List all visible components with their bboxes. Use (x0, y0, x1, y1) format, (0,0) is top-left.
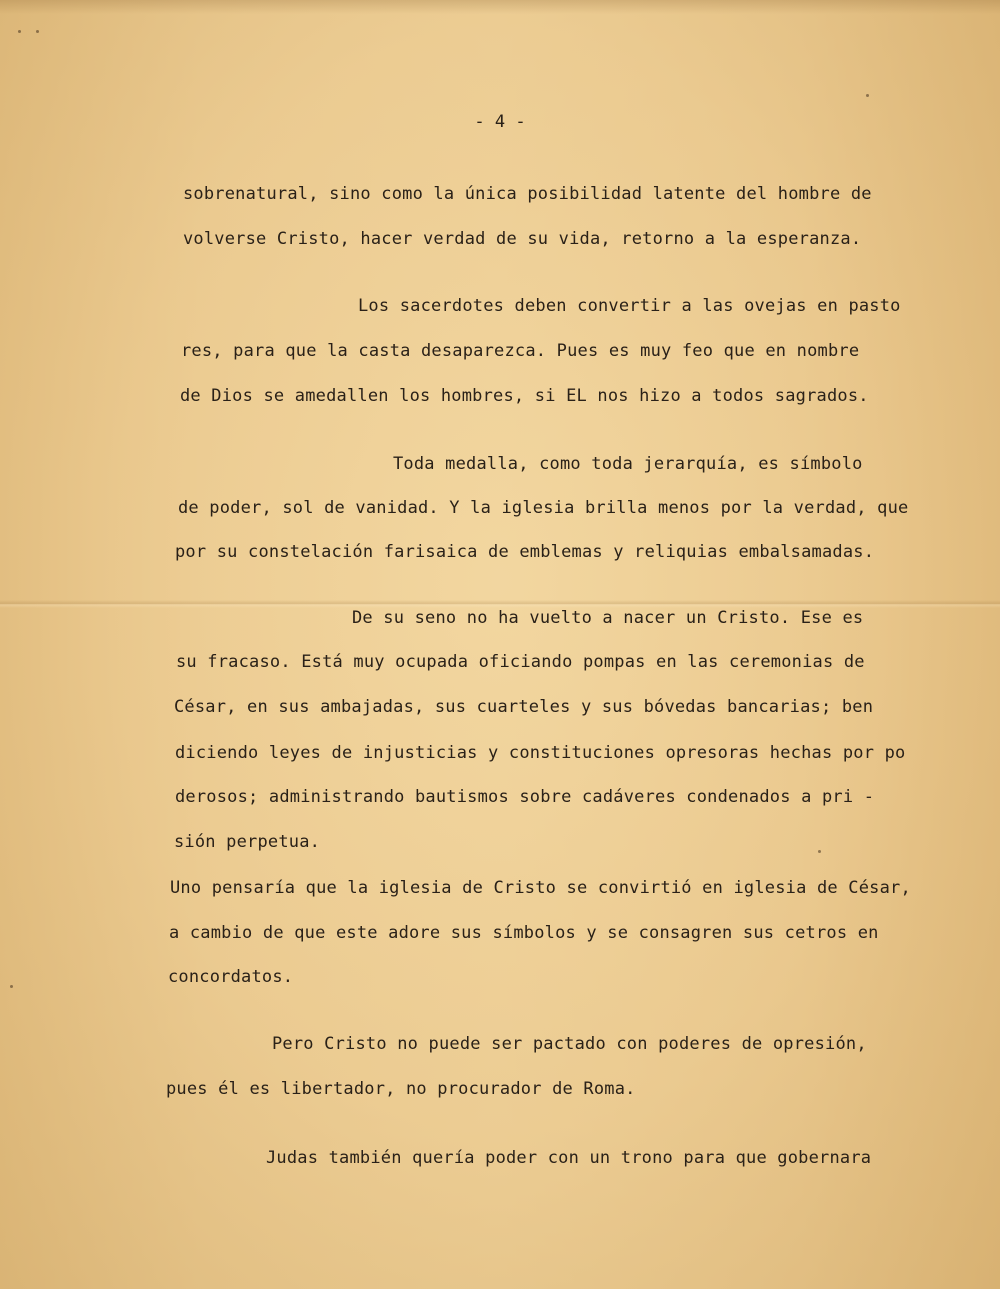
text-line: volverse Cristo, hacer verdad de su vida, retorno a la esperanza. (183, 229, 862, 249)
paper-speck (18, 30, 21, 33)
text-line: César, en sus ambajadas, sus cuarteles y sus bóvedas bancarias; ben (174, 697, 874, 717)
text-line: de poder, sol de vanidad. Y la iglesia brilla menos por la verdad, que (178, 498, 909, 518)
paper-speck (10, 985, 13, 988)
text-line: Judas también quería poder con un trono para que gobernara (266, 1148, 872, 1168)
text-line: sobrenatural, sino como la única posibilidad latente del hombre de (183, 184, 872, 204)
text-line: su fracaso. Está muy ocupada oficiando pompas en las ceremonias de (176, 652, 865, 672)
paper-edge-shadow (0, 0, 1000, 14)
text-line: Uno pensaría que la iglesia de Cristo se convirtió en iglesia de César, (170, 878, 911, 898)
text-line: a cambio de que este adore sus símbolos y se consagren sus cetros en (169, 923, 879, 943)
text-line: diciendo leyes de injusticias y constituciones opresoras hechas por po (175, 743, 906, 763)
paper-speck (818, 850, 821, 853)
paper-speck (36, 30, 39, 33)
text-line: derosos; administrando bautismos sobre cadáveres condenados a pri - (175, 787, 875, 807)
text-line: concordatos. (168, 967, 294, 987)
paper-speck (866, 94, 869, 97)
text-line: sión perpetua. (174, 832, 321, 852)
text-line: de Dios se amedallen los hombres, si EL nos hizo a todos sagrados. (180, 386, 869, 406)
text-line: Los sacerdotes deben convertir a las ovejas en pasto (358, 296, 901, 316)
text-line: Toda medalla, como toda jerarquía, es símbolo (393, 454, 863, 474)
text-line: por su constelación farisaica de emblemas y reliquias embalsamadas. (175, 542, 875, 562)
text-line: pues él es libertador, no procurador de Roma. (166, 1079, 636, 1099)
text-line: De su seno no ha vuelto a nacer un Cristo. Ese es (352, 608, 864, 628)
page-number: - 4 - (474, 112, 526, 132)
text-line: res, para que la casta desaparezca. Pues es muy feo que en nombre (181, 341, 860, 361)
text-line: Pero Cristo no puede ser pactado con poderes de opresión, (272, 1034, 867, 1054)
